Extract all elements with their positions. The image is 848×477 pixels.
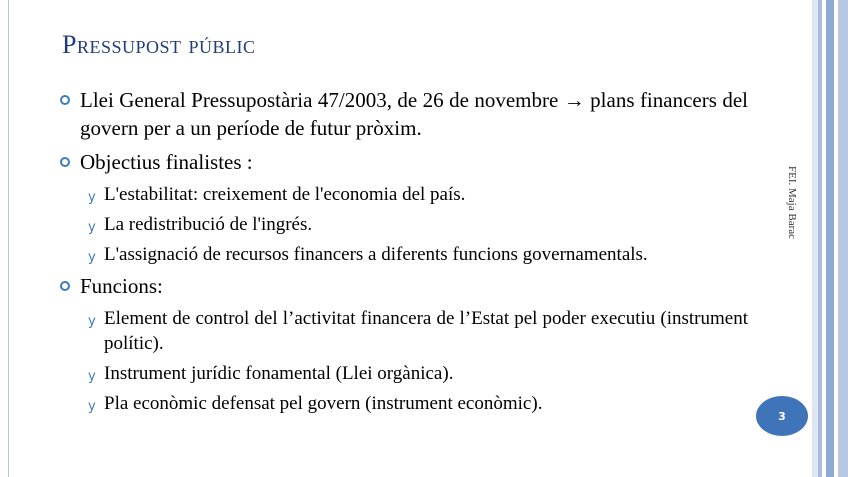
ring-bullet-icon bbox=[60, 157, 70, 167]
bullet-text: Llei General Pressupostària 47/2003, de 26 de novembre → plans financers del govern per a un període de futur pròxim. bbox=[80, 88, 748, 140]
vertical-footer-text: FEI. Maja Barac bbox=[786, 166, 798, 239]
slide-title: Pressupost públic bbox=[62, 30, 256, 59]
ring-bullet-icon bbox=[60, 95, 70, 105]
y-glyph-bullet-icon: y bbox=[88, 369, 96, 384]
bullet-funcions bbox=[60, 272, 748, 300]
sub-bullet-objectiu bbox=[60, 242, 748, 267]
page-number-badge: 3 bbox=[756, 396, 808, 436]
decor-bar bbox=[826, 0, 834, 477]
y-glyph-bullet-icon: y bbox=[88, 190, 96, 205]
sub-bullet-text: L'estabilitat: creixement de l'economia del país. bbox=[104, 184, 466, 205]
y-glyph-bullet-icon: y bbox=[88, 314, 96, 329]
sub-bullet-text: Pla econòmic defensat pel govern (instrument econòmic). bbox=[104, 393, 543, 414]
sub-bullet-text: Instrument jurídic fonamental (Llei orgànica). bbox=[104, 363, 454, 384]
right-decorative-bars bbox=[812, 0, 848, 477]
y-glyph-bullet-icon: y bbox=[88, 250, 96, 265]
sub-bullet-objectiu bbox=[60, 212, 748, 237]
ring-bullet-icon bbox=[60, 281, 70, 291]
slide-content bbox=[60, 86, 748, 421]
bullet-llei bbox=[60, 86, 748, 142]
bullet-objectius bbox=[60, 148, 748, 176]
y-glyph-bullet-icon: y bbox=[88, 220, 96, 235]
bullet-text: Objectius finalistes : bbox=[80, 150, 253, 174]
sub-bullet-text: Element de control del l’activitat financera de l’Estat pel poder executiu (instrument polític). bbox=[104, 308, 748, 354]
sub-bullet-funcio bbox=[60, 391, 748, 416]
sub-bullet-text: La redistribució de l'ingrés. bbox=[104, 214, 313, 235]
bullet-text: Funcions: bbox=[80, 274, 163, 298]
y-glyph-bullet-icon: y bbox=[88, 399, 96, 414]
sub-bullet-funcio bbox=[60, 306, 748, 356]
left-border-line bbox=[8, 0, 9, 477]
decor-bar bbox=[838, 0, 848, 477]
sub-bullet-text: L'assignació de recursos financers a diferents funcions governamentals. bbox=[104, 244, 648, 265]
sub-bullet-funcio bbox=[60, 361, 748, 386]
sub-bullet-objectiu bbox=[60, 182, 748, 207]
